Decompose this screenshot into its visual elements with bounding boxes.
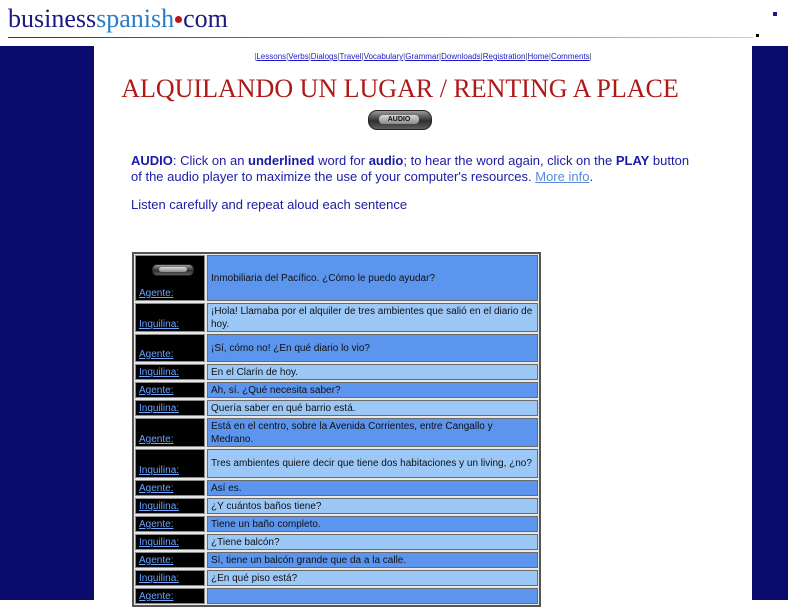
dialog-line: Quería saber en qué barrio está.: [207, 400, 538, 416]
nav-link-downloads[interactable]: Downloads: [441, 52, 481, 61]
right-sidebar-band: [752, 0, 788, 600]
nav-link-travel[interactable]: Travel: [339, 52, 362, 61]
dialog-line: Así es.: [207, 480, 538, 496]
speaker-cell: [135, 570, 205, 586]
dialog-line: ¿Tiene balcón?: [207, 534, 538, 550]
site-header: [0, 0, 788, 46]
speaker-cell: [135, 334, 205, 362]
dialog-row: [135, 552, 538, 568]
nav-separator: |: [589, 52, 592, 61]
nav-link-comments[interactable]: Comments: [550, 52, 590, 61]
dialog-row: [135, 364, 538, 380]
nav-link-home[interactable]: Home: [527, 52, 549, 61]
dialog-row: [135, 570, 538, 586]
more-info-link[interactable]: More info: [535, 169, 590, 184]
speaker-cell: [135, 516, 205, 532]
speaker-link-agente[interactable]: Agente:: [139, 349, 174, 360]
nav-link-vocabulary[interactable]: Vocabulary: [363, 52, 404, 61]
dialog-table: [132, 252, 541, 607]
nav-link-grammar[interactable]: Grammar: [405, 52, 440, 61]
nav-link-verbs[interactable]: Verbs: [288, 52, 309, 61]
speaker-link-agente[interactable]: Agente:: [139, 555, 174, 566]
dialog-line: ¿Y cuántos baños tiene?: [207, 498, 538, 514]
nav-link-dialogs[interactable]: Dialogs: [310, 52, 338, 61]
speaker-cell: [135, 534, 205, 550]
top-nav: [94, 52, 752, 61]
speaker-link-inquilina[interactable]: Inquilina:: [139, 501, 180, 512]
speaker-link-agente[interactable]: Agente:: [139, 385, 174, 396]
nav-separator: |: [361, 52, 364, 61]
dialog-row: [135, 400, 538, 416]
dialog-row: [135, 418, 538, 447]
speaker-cell: [135, 480, 205, 496]
dialog-line: Está en el centro, sobre la Avenida Corrientes, entre Cangallo y Medrano.: [207, 418, 538, 447]
dialog-row: [135, 449, 538, 478]
intro-underlined: underlined: [248, 153, 315, 168]
dialog-line: [207, 588, 538, 604]
left-sidebar-band: [0, 0, 97, 600]
dialog-line: Tres ambientes quiere decir que tiene dos habitaciones y un living, ¿no?: [207, 449, 538, 478]
speaker-link-inquilina[interactable]: Inquilina:: [139, 403, 180, 414]
speaker-cell: [135, 418, 205, 447]
nav-separator: |: [403, 52, 406, 61]
speaker-link-agente[interactable]: Agente:: [139, 591, 174, 602]
dialog-row: [135, 334, 538, 362]
intro-text-5: .: [589, 169, 594, 184]
dialog-line: Sí, tiene un balcón grande que da a la calle.: [207, 552, 538, 568]
dialog-row: [135, 498, 538, 514]
nav-separator: |: [548, 52, 551, 61]
logo-part-com: com: [183, 4, 228, 33]
speaker-link-inquilina[interactable]: Inquilina:: [139, 367, 180, 378]
nav-separator: |: [337, 52, 340, 61]
speaker-cell: [135, 303, 205, 332]
speaker-cell: [135, 588, 205, 604]
dialog-line: ¿En qué piso está?: [207, 570, 538, 586]
dialog-line: ¡Hola! Llamaba por el alquiler de tres ambientes que salió en el diario de hoy.: [207, 303, 538, 332]
intro-text-2: word for: [314, 153, 369, 168]
nav-separator: |: [254, 52, 257, 61]
dialog-row: [135, 516, 538, 532]
dialog-line: Ah, sí. ¿Qué necesita saber?: [207, 382, 538, 398]
logo-part-spanish: spanish: [96, 4, 175, 33]
page-title: [110, 70, 690, 146]
audio-button[interactable]: [368, 110, 432, 130]
audio-instructions: [131, 153, 691, 185]
speaker-cell: [135, 364, 205, 380]
header-mark-corner: [773, 12, 777, 16]
logo-dot-icon: [175, 16, 182, 23]
dialog-line: Inmobiliaria del Pacífico. ¿Cómo le puedo ayudar?: [207, 255, 538, 301]
speaker-link-agente[interactable]: Agente:: [139, 434, 174, 445]
speaker-link-agente[interactable]: Agente:: [139, 483, 174, 494]
nav-separator: |: [286, 52, 289, 61]
dialog-line: Tiene un baño completo.: [207, 516, 538, 532]
speaker-link-inquilina[interactable]: Inquilina:: [139, 465, 180, 476]
listen-instruction: Listen carefully and repeat aloud each sentence: [131, 197, 408, 212]
nav-link-lessons[interactable]: Lessons: [256, 52, 287, 61]
intro-text-4: button of the audio player to maximize the use of your computer's resources.: [131, 153, 690, 184]
nav-link-registration[interactable]: Registration: [482, 52, 526, 61]
speaker-cell: [135, 255, 205, 301]
speaker-link-inquilina[interactable]: Inquilina:: [139, 573, 180, 584]
dialog-row: [135, 382, 538, 398]
nav-separator: |: [439, 52, 442, 61]
speaker-link-inquilina[interactable]: Inquilina:: [139, 537, 180, 548]
dialog-row: [135, 255, 538, 301]
dialog-line: En el Clarín de hoy.: [207, 364, 538, 380]
speaker-cell: [135, 400, 205, 416]
dialog-row: [135, 480, 538, 496]
intro-text-1: : Click on an: [172, 153, 249, 168]
dialog-row: [135, 303, 538, 332]
dialog-row: [135, 588, 538, 604]
page-title-text: ALQUILANDO UN LUGAR / RENTING A PLACE: [121, 74, 679, 103]
intro-audio-word: audio: [368, 153, 404, 168]
speaker-cell: [135, 382, 205, 398]
nav-separator: |: [480, 52, 483, 61]
dialog-line: ¡Sí, cómo no! ¿En qué diario lo vio?: [207, 334, 538, 362]
audio-player-icon[interactable]: [152, 264, 194, 276]
header-divider: [8, 37, 753, 38]
nav-separator: |: [525, 52, 528, 61]
speaker-link-agente[interactable]: Agente:: [139, 288, 174, 299]
audio-player-icon-inner: [159, 267, 187, 272]
dialog-row: [135, 534, 538, 550]
intro-text-3: ; to hear the word again, click on the: [403, 153, 616, 168]
nav-separator: |: [308, 52, 311, 61]
speaker-link-agente[interactable]: Agente:: [139, 519, 174, 530]
site-logo[interactable]: [8, 4, 228, 34]
header-mark: [756, 34, 759, 37]
intro-play-word: PLAY: [615, 153, 650, 168]
speaker-cell: [135, 552, 205, 568]
speaker-cell: [135, 498, 205, 514]
audio-badge-label: AUDIO: [379, 115, 419, 124]
speaker-link-inquilina[interactable]: Inquilina:: [139, 319, 180, 330]
audio-label: AUDIO: [131, 153, 173, 168]
speaker-cell: [135, 449, 205, 478]
logo-part-business: business: [8, 4, 97, 33]
